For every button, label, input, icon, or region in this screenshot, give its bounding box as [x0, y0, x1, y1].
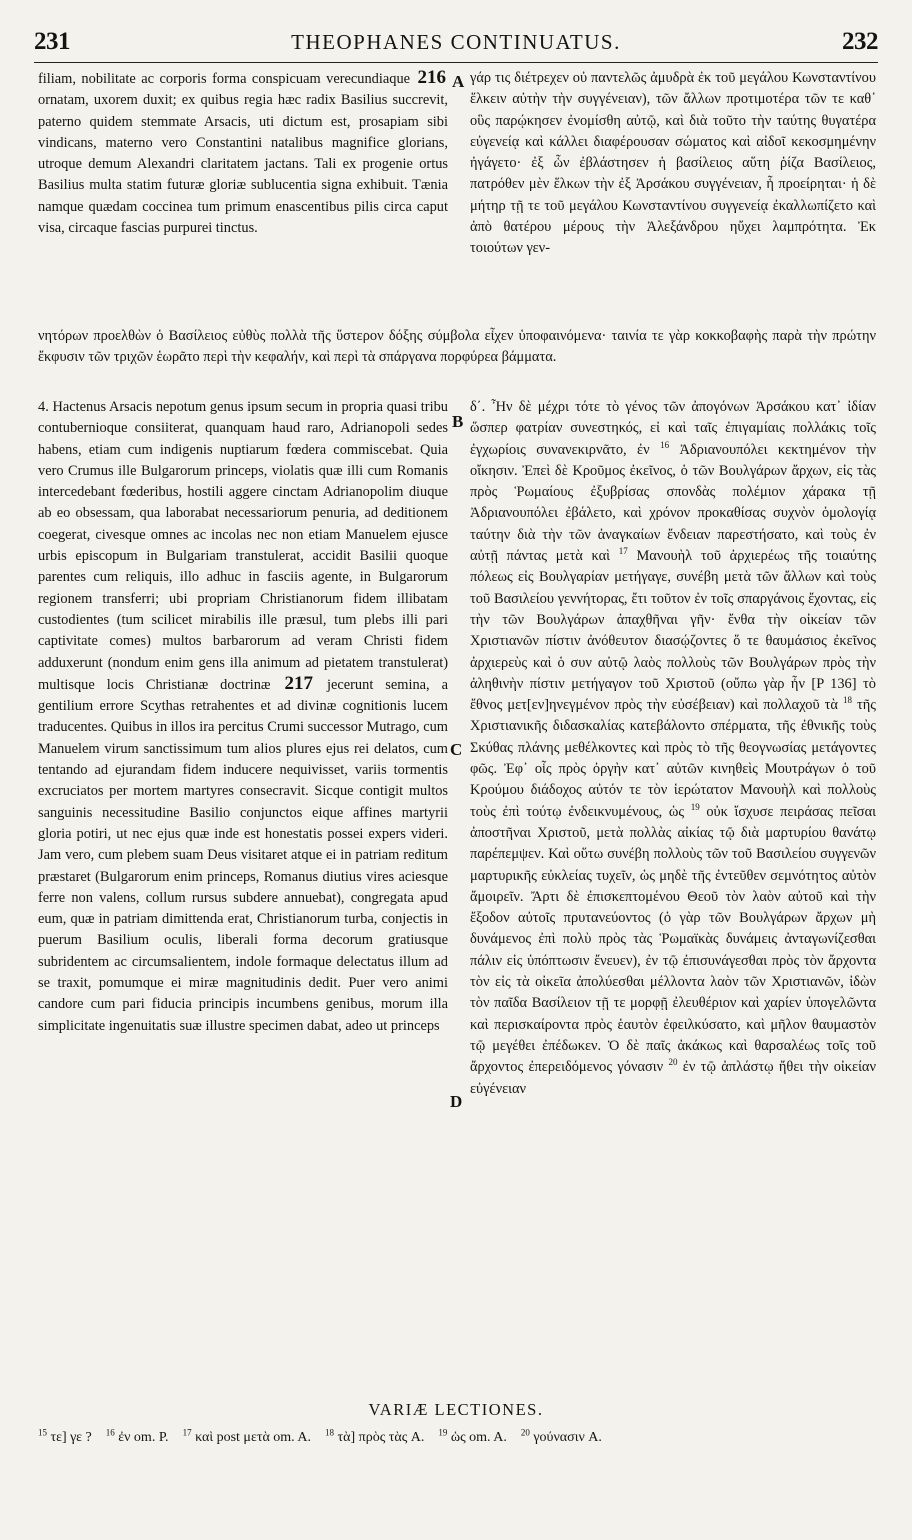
note-number-15: 15	[38, 1427, 47, 1438]
note-number-16: 16	[105, 1427, 115, 1438]
page-number-right: 232	[842, 28, 878, 55]
footnote-ref-16: 16	[660, 439, 670, 450]
running-title: THEOPHANES CONTINUATUS.	[291, 30, 621, 54]
note-text-16: ἐν om. P.	[118, 1430, 169, 1445]
latin-main-text-1: 4. Hactenus Arsacis nepotum genus ipsum secum in propria quasi tribu contuberniοque consiiterat, quanquam haud raro, Adrianopoli sedes habens, etiam cum indigenis nuptiarum fœdera commiscebat. Quia vero Crumus ille Bulgarorum princeps, violatis quæ illi cum Romanis intercedebant fœderibus, hostili aggere cinctam Adrianopolim diuque ab eo obsessam, qua laborabat necessariorum penuria, ad deditionem coegerat, civesque omnes ac incolas nec non etiam Manuelem ejusce urbis episcopum in Bulgariam transtulerat, accidit Basilii quoque parentes cum reliquis, illo adhuc in fasciis agente, in Bulgarorum regionem transferri; ubi propriam Christianorum fidem illibatam custodientes (tum scilicet mirabilis ille præsul, tum plebs illi pari captivitate comes) multos barbarorum ad veram Christi fidem adduxerunt (nondum enim gens illa animum ad pietatem transtulerat) multisque locis Christianæ doctrinæ	[38, 399, 448, 693]
margin-letter-c: C	[450, 740, 463, 759]
margin-letter-d: D	[450, 1092, 463, 1111]
greek-main-text-3: Μανουὴλ τοῦ ἀρχιερέως τῆς τοιαύτης πόλεως εἰς Βουλγαρίαν μετήγαγε, συνέβη μετὰ τῶν ἄλλων καὶ τοὺς τοῦ Βασιλείου γεννήτορας, ἔτι τοῦτον ἐν τοῖς σπαργάνοις ἔχοντας, εἰς τὴν τῶν Βουλγάρων ἀπαχθῆναι γῆν· ἔνθα τὴν οἰκείαν τῶν Χριστιανῶν πίστιν ἀνόθευτον διασῴζοντες ὅ τε θαυμάσιος ἐκεῖνος ἀρχιερεὺς καὶ ὁ συν αὐτῷ λαὸς πολλοὺς τῶν Βουλγάρων πρὸς τὴν ἀληθινὴν πίστιν μετήγαγον τοῦ Χριστοῦ (οὔπω γὰρ ἦν [P 136] τὸ ἔθνος μετ[εν]ηνεγμένον πρὸς τὴν εὐσέβειαν) καὶ πολλαχοῦ τὰ	[470, 548, 877, 714]
section-number-217: 217	[284, 672, 314, 694]
note-text-15: τε] γε ?	[50, 1430, 92, 1445]
greek-top-text: γάρ τις διέτρεχεν οὐ παντελῶς ἀμυδρὰ ἐκ τοῦ μεγάλου Κωνσταντίνου ἕλκειν αὐτὴν τὴν συγγένειαν), τῶν ἄλλων προτιμοτέρα τῶν τε καθ᾽ οὓς παρῴκησεν ἐνομίσθη αὐτῷ, καὶ διὰ τοῦτο τὴν ταύτης θυγατέρα εὐγενείᾳ καὶ κάλλει διαφέρουσαν σώματος καὶ αἰδοῖ κεκοσμημένην ἠγάγετο· ἐξ ὧν ἐβλάστησεν ἡ βασίλειος αὕτη ῥίζα Βασίλειος, πατρόθεν μὲν ἕλκων τὴν ἐξ Ἀρσάκου συγγένειαν, ἧ προείρηται· ἡ δὲ μήτηρ τῇ τε τοῦ μεγάλου Κωνσταντίνου συγγενείᾳ ἐκαλλωπίζετο καὶ ἀπὸ θατέρου μέρους τὴν Ἀλεξάνδρου ηὔχει λαμπρότητα. Ἐκ τοιούτων γεν-	[470, 70, 876, 257]
section-number-216: 216	[417, 67, 446, 88]
greek-main-text-6: ἐν τῷ ἀπλάστῳ ἤθει τὴν οἰκείαν εὐγένειαν	[470, 1059, 876, 1097]
footnote-ref-19: 19	[690, 801, 700, 812]
greek-main-text-5: οὐκ ἴσχυσε πειράσας πεῖσαι ἀποστῆναι Χριστοῦ, μετὰ πολλὰς αἰκίας τῷ διὰ μαρτυρίου θανάτῳ παρέπεμψεν. Καὶ οὕτω συνέβη πολλοὺς τῶν τοῦ Βασιλείου συγγενῶν μαρτυρικῆς εὐκλείας τυχεῖν, ὡς μηδὲ τῆς ἐντεῦθεν σεμνότητος αὐτὸν ἄμοιρεῖν. Ἄρτι δὲ ἐπισκεπτομένου Θεοῦ τὸν λαὸν αὐτοῦ καὶ τὴν ἔξοδον αὐτοῖς πρυτανεύοντος (ὁ γὰρ τῶν Βουλγάρων ἄρχων μὴ δυνάμενος ἐπὶ πολὺ πρὸς τὰς Ῥωμαϊκὰς δυνάμεις ἀνταγωνίζεσθαι πάλιν εἰς ὑπόπτωσιν ἔνευεν), ἐν τῷ ἐπισυνάγεσθαι πρὸς τὸν ἄρχοντα τὸν εἰς τὰ οἰκεῖα ἀπολύεσθαι μέλλοντα λαὸν τῶν Χριστιανῶν, ἰδὼν τὸν παῖδα Βασίλειον τῇ τε μορφῇ ἐλευθέριον καὶ χαρίεν ὑπογελῶντα καὶ περισκαίροντα πρὸς ἑαυτὸν ἐφειλκύσατο, καὶ μῆλον θαυμαστὸν τῷ μεγέθει ἐπέδωκεν. Ὁ δὲ παῖς ἀκάκως καὶ θαρσαλέως τοῖς τοῦ ἄρχοντος ἐπερειδόμενος γόνασιν	[470, 803, 876, 1076]
note-number-19: 19	[438, 1427, 448, 1438]
note-number-17: 17	[182, 1427, 192, 1438]
greek-main-text-1: δ΄. Ἦν δὲ μέχρι τότε τὸ γένος τῶν ἀπογόνων Ἀρσάκου κατ᾽ ἰδίαν ὥσπερ φατρίαν συνεστηκός, εἰ καὶ ταῖς ἐπιγαμίαις πολλάκις τοῖς ἐγχωρίοις συνανεκιρνᾶτο, ἐν	[470, 399, 876, 458]
footnote-ref-17: 17	[618, 546, 628, 557]
greek-fullwidth-paragraph	[38, 326, 876, 369]
note-number-20: 20	[520, 1427, 530, 1438]
latin-top-text-2: ornatam, uxorem duxit; ex quibus regia hæc radix Basilius succrevit, paterno quidem stemmate Arsacis, uti dictum est, prosapiam sibi vindicans, materno vero Constantini natalibus magnifice glorians, utroque demum Alexandri claritatem jactans. Tali ex progenie ortus Basilius multa statim futuræ gloriæ sublucentia signa exhibuit. Tænia namque quædam coccinea tum primum enascentibus pilis circa caput visa, circaque fascias purpurei tinctus.	[38, 92, 448, 237]
note-number-18: 18	[325, 1427, 335, 1438]
greek-column-main	[470, 397, 876, 1100]
greek-main-text-4: τῆς Χριστιανικῆς διδασκαλίας κατεβάλοντο σπέρματα, τῆς ἐθνικῆς τοὺς Σκύθας πλάνης μεθέλκοντες καὶ πρὸς τὸ τῆς θεογνωσίας μετάγοντες φῶς. Ἐφ᾽ οἷς πρὸς ὀργὴν κατ᾽ αὐτῶν κινηθεὶς Μουτράγων ὁ τοῦ Κρούμου διάδοχος αὐτόν τε τὸν ἱερώτατον Μανουὴλ καὶ πολλοὺς τοὺς ἐπὶ τούτῳ ἐνδεικνυμένους, ὡς	[470, 697, 876, 820]
note-text-17: καὶ post μετὰ om. A.	[195, 1430, 312, 1445]
margin-letter-b: B	[452, 412, 464, 431]
latin-column-top	[38, 68, 448, 239]
note-text-20: γούνασιν A.	[533, 1430, 602, 1445]
note-text-18: τὰ] πρὸς τὰς A.	[337, 1430, 425, 1445]
latin-main-text-2: jecerunt semina, a gentilium errore Scythas retrahentes et ad divinæ cognitionis lucem traducentes. Quibus in illos ira percitus Crumi successor Mutrago, cum Manuelem virum sanctissimum tum alios plures ejus rei delatos, cum tentando ad ejurandam fidem inducere nequivisset, variis tormentis excruciatos per mortem martyres consecravit. Sicque contigit multos sanguinis necessitudine Basilio conjunctos eique affines martyrii gloria potiri, ut nec ejus quæ inde est honestatis possei expers videri. Jam vero, cum plebem suam Deus visitaret atque ei in patriam reditum præstaret (Bulgarorum enim princeps, Romanus diutius vires aciesque ferre non valens, collum rursus subdere annuebat), congregata apud eum, quæ in patriam dimittenda erat, Christianorum turba, conjectis in puerum Basilium oculis, liberali forma decorum gratiusque subridentem ac circumsalientem, indole formaque delectatus illum ad se traxit, pomumque ei miræ magnitudinis dedit. Puer vero animi candore cum pari fiducia principis incumbens genibus, morum illa simplicitate ingenuitatis suæ illustre specimen dabat, adeo ut princeps	[38, 676, 448, 1034]
note-text-19: ὡς om. A.	[450, 1430, 507, 1445]
latin-top-text-1: filiam, nobilitate ac corporis forma conspicuam verecundiaque	[38, 71, 411, 87]
footnote-ref-18: 18	[842, 695, 852, 706]
greek-column-top	[470, 68, 876, 260]
running-header	[30, 28, 882, 62]
margin-letter-a: A	[452, 72, 465, 91]
greek-main-text-2: Ἀδριανουπόλει κεκτημένον τὴν οἴκησιν. Ἐπεὶ δὲ Κροῦμος ἐκεῖνος, ὁ τῶν Βουλγάρων ἄρχων, εἰς τὰς πρὸς Ῥωμαίους ἐξυβρίσας σπονδὰς πολέμιον χάρακα τῇ Ἀδριανουπόλει ἐβάλετο, καὶ χρόνον προκαθίσας συχνὸν ὁμολογίᾳ ταύτην διὰ τὴν τῶν ἀναγκαίων ἔνδειαν παρεστήσατο, καὶ τοὺς ἐν αὐτῇ πάντας μετὰ καὶ	[470, 441, 876, 565]
variae-lectiones-heading: VARIÆ LECTIONES.	[368, 1400, 544, 1419]
variant-readings	[38, 1427, 878, 1446]
latin-column-main	[38, 397, 448, 1037]
greek-wide-text: νητόρων προελθὼν ὁ Βασίλειος εὐθὺς πολλὰ τῆς ὕστερον δόξης σύμβολα εἶχεν ὑποφαινόμενα· ταινία τε γὰρ κοκκοβαφὴς παρὰ τὴν πρώτην ἔκφυσιν τῶν τριχῶν ἑωρᾶτο περὶ τὴν κεφαλήν, καὶ περὶ τὰ σπάργανα πορφύρεα βάμματα.	[38, 328, 876, 366]
page-number-left: 231	[34, 28, 70, 55]
header-rule	[34, 62, 878, 63]
footnote-ref-20: 20	[668, 1057, 678, 1068]
